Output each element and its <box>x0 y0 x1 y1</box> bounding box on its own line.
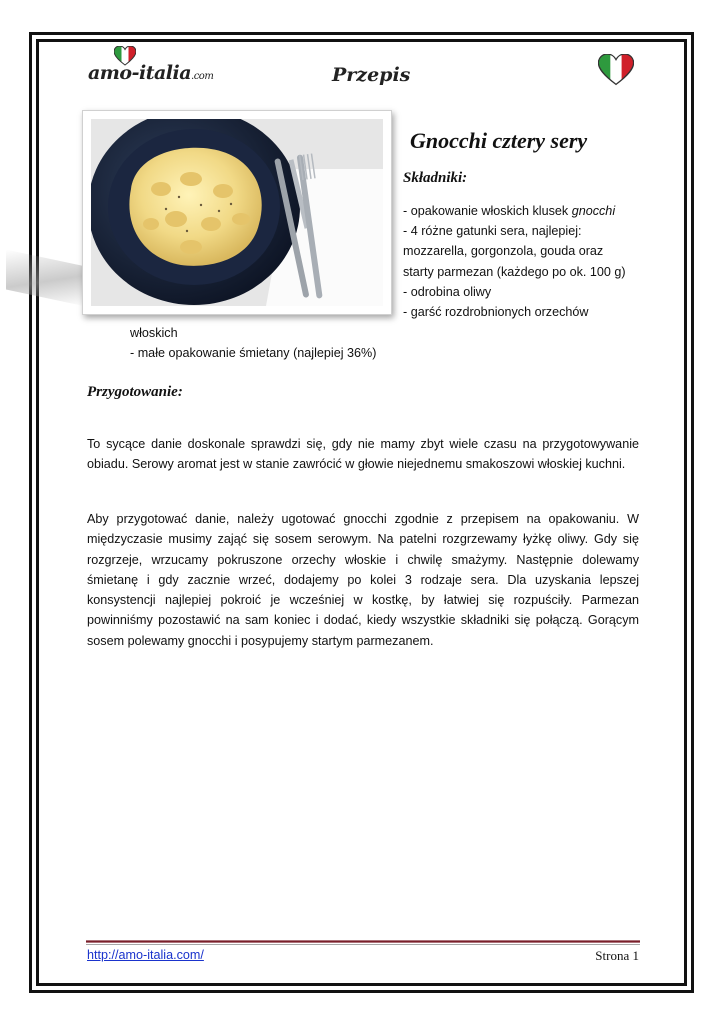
footer-website-link[interactable]: http://amo-italia.com/ <box>87 948 204 962</box>
preparation-heading: Przygotowanie: <box>87 384 183 400</box>
ingredient-line-6: - garść rozdrobnionych orzechów <box>403 305 589 319</box>
page-number: Strona 1 <box>595 948 639 963</box>
amo-italia-logo[interactable] <box>88 46 214 94</box>
italian-flag-heart-icon <box>598 54 634 86</box>
logo-suffix: .com <box>191 71 214 82</box>
recipe-title: Gnocchi cztery sery <box>410 128 588 153</box>
preparation-paragraph-1: To sycące danie doskonale sprawdzi się, gdy nie mamy zbyt wiele czasu na przygotowywanie obiadu. Serowy aromat jest w stanie zawrócić w głowie niejednemu smakoszowi włoskiej kuchni. <box>87 437 639 472</box>
footer-divider <box>86 940 640 946</box>
ingredient-line-5: - odrobina oliwy <box>403 285 492 299</box>
ingredient-line-3: mozzarella, gorgonzola, gouda oraz <box>403 244 604 258</box>
recipe-photo <box>82 110 392 315</box>
preparation-paragraph-2: Aby przygotować danie, należy ugotować gnocchi zgodnie z przepisem na opakowaniu. W międzyczasie musimy zająć się sosem serowym. Na patelni rozgrzewamy łyżkę oliwy. Gdy się rozgrzeje, wrzucamy pokruszone orzechy włoskie i chwilę smażymy. Następnie dolewamy śmietanę i gdy zacznie wrzeć, dodajemy po kolei 3 rodzaje sera. Dla uzyskania lepszej konsystencji najlepiej pokroić je wcześniej w kostkę, by łatwiej się rozpuściły. Parmezan powinniśmy pozostawić na sam koniec i dodać, kiedy wszystkie składniki się połączą. Gorącym sosem polewamy gnocchi i posypujemy startym parmezanem. <box>87 512 639 648</box>
header-label: Przepis <box>332 64 411 86</box>
ingredient-text: - opakowanie włoskich klusek <box>403 204 572 218</box>
ingredient-line-8: - małe opakowanie śmietany (najlepiej 36%) <box>130 346 377 360</box>
ingredient-italic: gnocchi <box>571 204 616 218</box>
ingredient-line-7: włoskich <box>130 326 178 340</box>
gnocchi-dish-image <box>91 119 383 306</box>
logo-name: amo-italia <box>88 62 192 84</box>
ingredients-heading: Składniki: <box>403 170 468 186</box>
logo-text <box>88 62 213 84</box>
ingredient-line-4: starty parmezan (każdego po ok. 100 g) <box>403 265 626 279</box>
ingredient-line-2: - 4 różne gatunki sera, najlepiej: <box>403 224 582 238</box>
ingredient-line-1 <box>403 201 615 221</box>
